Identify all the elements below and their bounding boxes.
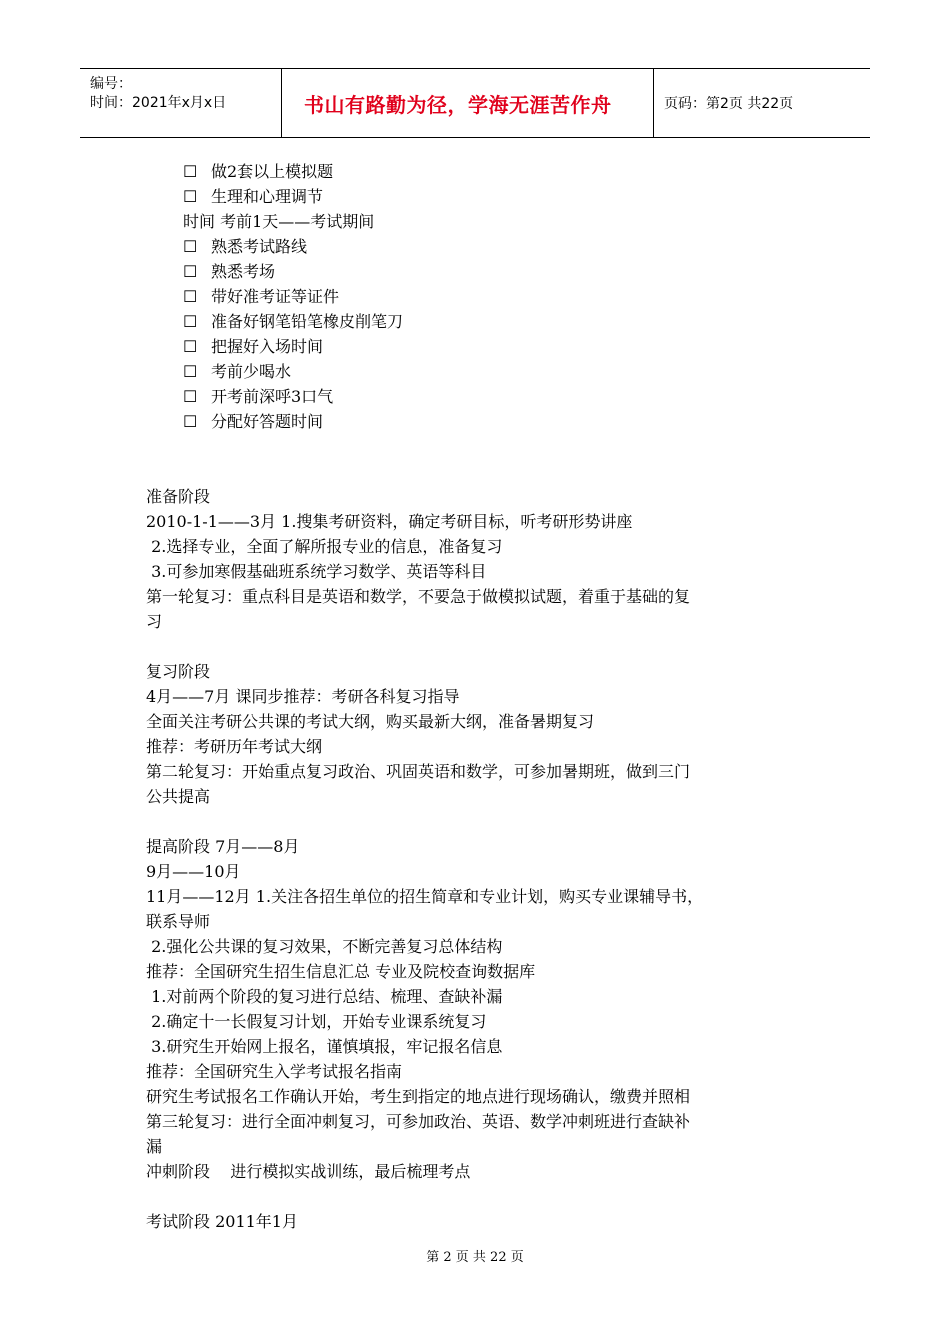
checkbox-icon: ☐ — [183, 337, 198, 356]
number-label: 编号： — [90, 76, 132, 92]
header-motto: 书山有路勤为径，学海无涯苦作舟 — [282, 69, 654, 137]
section-heading: 复习阶段 — [146, 662, 211, 681]
text-line: 1.对前两个阶段的复习进行总结、梳理、查缺补漏 — [146, 987, 503, 1006]
page-header — [80, 68, 870, 138]
text-line: 冲刺阶段 进行模拟实战训练，最后梳理考点 — [146, 1162, 471, 1181]
page-footer: 第 2 页 共 22 页 — [426, 1250, 524, 1265]
checklist-item: ☐ 生理和心理调节 — [183, 184, 323, 209]
text-line: 9月——10月 — [146, 862, 241, 881]
text-line: 推荐：考研历年考试大纲 — [146, 737, 323, 756]
text-line: 联系导师 — [146, 912, 211, 931]
checkbox-icon: ☐ — [183, 362, 198, 381]
text-line: 习 — [146, 612, 163, 631]
checkbox-icon: ☐ — [183, 262, 198, 281]
text-line: 3.可参加寒假基础班系统学习数学、英语等科目 — [146, 562, 487, 581]
checklist-item: ☐ 带好准考证等证件 — [183, 284, 339, 309]
checkbox-icon: ☐ — [183, 412, 198, 431]
text-line: 第三轮复习：进行全面冲刺复习，可参加政治、英语、数学冲刺班进行查缺补 — [146, 1112, 691, 1131]
checkbox-icon: ☐ — [183, 287, 198, 306]
text-line: 全面关注考研公共课的考试大纲，购买最新大纲，准备暑期复习 — [146, 712, 595, 731]
text-line: 2.强化公共课的复习效果，不断完善复习总体结构 — [146, 937, 503, 956]
checkbox-icon: ☐ — [183, 237, 198, 256]
text-line: 第一轮复习：重点科目是英语和数学，不要急于做模拟试题，着重于基础的复 — [146, 587, 691, 606]
checkbox-icon: ☐ — [183, 387, 198, 406]
text-line: 2.选择专业，全面了解所报专业的信息，准备复习 — [146, 537, 503, 556]
section-heading: 考试阶段 2011年1月 — [146, 1212, 298, 1231]
checklist-item: ☐ 做2套以上模拟题 — [183, 159, 333, 184]
text-line: 推荐：全国研究生招生信息汇总 专业及院校查询数据库 — [146, 962, 536, 981]
text-line: 4月——7月 课同步推荐：考研各科复习指导 — [146, 687, 460, 706]
text-line: 公共提高 — [146, 787, 211, 806]
text-line: 2010-1-1——3月 1.搜集考研资料，确定考研目标，听考研形势讲座 — [146, 512, 633, 531]
text-line: 第二轮复习：开始重点复习政治、巩固英语和数学，可参加暑期班，做到三门 — [146, 762, 691, 781]
text-line: 漏 — [146, 1137, 163, 1156]
time-line: 时间 考前1天——考试期间 — [183, 212, 375, 231]
header-page-info: 页码：第2页 共22页 — [664, 96, 794, 112]
checkbox-icon: ☐ — [183, 162, 198, 181]
checklist-item: ☐ 熟悉考试路线 — [183, 234, 307, 259]
section-heading: 提高阶段 7月——8月 — [146, 837, 300, 856]
text-line: 研究生考试报名工作确认开始，考生到指定的地点进行现场确认，缴费并照相 — [146, 1087, 691, 1106]
section-heading: 准备阶段 — [146, 487, 211, 506]
checklist-item: ☐ 考前少喝水 — [183, 359, 291, 384]
text-line: 11月——12月 1.关注各招生单位的招生简章和专业计划，购买专业课辅导书， — [146, 887, 704, 906]
checkbox-icon: ☐ — [183, 187, 198, 206]
text-line: 2.确定十一长假复习计划，开始专业课系统复习 — [146, 1012, 487, 1031]
text-line: 推荐：全国研究生入学考试报名指南 — [146, 1062, 403, 1081]
checklist-item: ☐ 分配好答题时间 — [183, 409, 323, 434]
checklist-item: ☐ 把握好入场时间 — [183, 334, 323, 359]
time-label: 时间：2021年x月x日 — [90, 95, 227, 111]
checklist-item: ☐ 熟悉考场 — [183, 259, 275, 284]
checklist-item: ☐ 准备好钢笔铅笔橡皮削笔刀 — [183, 309, 403, 334]
checkbox-icon: ☐ — [183, 312, 198, 331]
checklist-item: ☐ 开考前深呼3口气 — [183, 384, 333, 409]
text-line: 3.研究生开始网上报名，谨慎填报，牢记报名信息 — [146, 1037, 503, 1056]
header-meta — [80, 69, 282, 137]
